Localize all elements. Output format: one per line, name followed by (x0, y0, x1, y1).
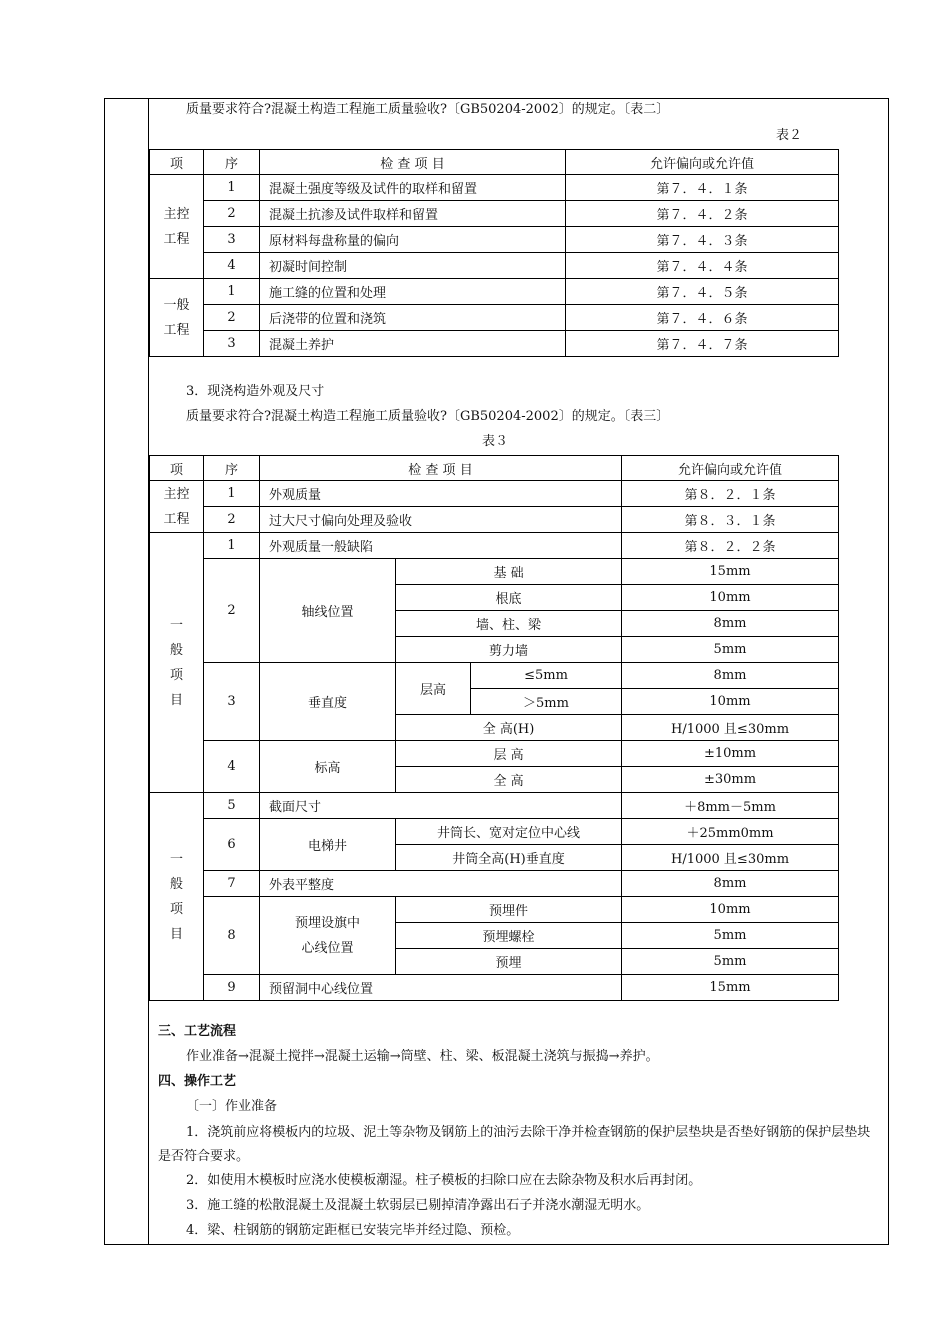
group-label: 主控 (163, 206, 190, 222)
row-number: 3 (204, 331, 260, 357)
row-number: 3 (204, 663, 260, 741)
row-value: 第７．４．５条 (566, 279, 839, 305)
row-value: 第８．２．２条 (622, 533, 839, 559)
row-value: ±10mm (622, 741, 839, 767)
paragraph: 4．梁、柱钢筋的钢筋定距框已安装完毕并经过隐、预检。 (186, 1223, 520, 1238)
row-number: 3 (204, 227, 260, 253)
table3-intro: 质量要求符合?混凝土构造工程施工质量验收?〔GB50204-2002〕的规定。〔表三〕 (186, 409, 670, 424)
row-value: 15mm (622, 975, 839, 1001)
group-cell (150, 279, 204, 357)
table-row (150, 559, 839, 585)
sub-item: 全 高 (396, 767, 622, 793)
sub-item: ＞5mm (471, 689, 622, 715)
row-number: 1 (204, 279, 260, 305)
table-row (150, 201, 839, 227)
row-item: 外表平整度 (260, 871, 622, 897)
sub-item: 根底 (396, 585, 622, 611)
row-item: 垂直度 (260, 663, 396, 741)
table-2 (149, 149, 839, 357)
table-row (150, 331, 839, 357)
group-cell (150, 533, 204, 793)
col-header: 检 查 项 目 (260, 456, 622, 481)
table-row (150, 741, 839, 767)
table-3 (149, 455, 839, 1001)
row-item: 混凝土强度等级及试件的取样和留置 (260, 175, 566, 201)
table-row (150, 793, 839, 819)
row-value: 第７．４．２条 (566, 201, 839, 227)
paragraph: 作业准备→混凝土搅拌→混凝土运输→筒壁、柱、梁、板混凝土浇筑与振捣→养护。 (186, 1049, 659, 1064)
group-cell (150, 481, 204, 533)
table-row (150, 663, 839, 689)
row-item (260, 897, 396, 975)
row-number: 5 (204, 793, 260, 819)
row-value: 第７．４．７条 (566, 331, 839, 357)
table3-header (150, 456, 839, 481)
group-label: 目 (169, 692, 183, 708)
col-header: 允许偏向或允许值 (622, 456, 839, 481)
sub-item: 全 高(H) (396, 715, 622, 741)
row-item: 标高 (260, 741, 396, 793)
paragraph: 2．如使用木模板时应浇水使模板潮湿。柱子模板的扫除口应在去除杂物及积水后再封闭。 (186, 1173, 702, 1188)
row-value: H/1000 且≤30mm (622, 845, 839, 871)
col-header: 序 (204, 150, 260, 175)
row-item: 混凝土抗渗及试件取样和留置 (260, 201, 566, 227)
row-value: 第８．２．１条 (622, 481, 839, 507)
row-item: 预留洞中心线位置 (260, 975, 622, 1001)
sub-item: 井筒全高(H)垂直度 (396, 845, 622, 871)
table-row (150, 175, 839, 201)
subsection-heading: 〔一〕作业准备 (186, 1099, 278, 1114)
sub-item: ≤5mm (471, 663, 622, 689)
row-number: 9 (204, 975, 260, 1001)
table-row (150, 871, 839, 897)
section-heading: 三、工艺流程 (158, 1024, 237, 1039)
group-label: 般 (169, 876, 183, 892)
group-label: 工程 (163, 231, 190, 247)
table2-label: 表２ (776, 128, 803, 143)
sub-item: 墙、柱、梁 (396, 611, 622, 637)
row-value: 5mm (622, 923, 839, 949)
col-header: 允许偏向或允许值 (566, 150, 839, 175)
table2-header (150, 150, 839, 175)
row-number: 2 (204, 305, 260, 331)
table-row (150, 975, 839, 1001)
row-item: 过大尺寸偏向处理及验收 (260, 507, 622, 533)
row-number: 2 (204, 201, 260, 227)
row-number: 1 (204, 533, 260, 559)
row-number: 7 (204, 871, 260, 897)
row-item: 混凝土养护 (260, 331, 566, 357)
row-number: 4 (204, 741, 260, 793)
group-label: 工程 (163, 322, 190, 338)
sub-item: 预埋螺栓 (396, 923, 622, 949)
row-value: 第８．３．１条 (622, 507, 839, 533)
row-item: 施工缝的位置和处理 (260, 279, 566, 305)
row-item: 外观质量一般缺陷 (260, 533, 622, 559)
row-number: 6 (204, 819, 260, 871)
table-row (150, 227, 839, 253)
row-value: 10mm (622, 897, 839, 923)
row-number: 1 (204, 175, 260, 201)
row-value: 5mm (622, 637, 839, 663)
row-item: 初凝时间控制 (260, 253, 566, 279)
sub-item: 剪力墙 (396, 637, 622, 663)
sub-item: 层 高 (396, 741, 622, 767)
row-number: 2 (204, 507, 260, 533)
section-title: 3．现浇构造外观及尺寸 (186, 384, 325, 399)
sub-item: 井筒长、宽对定位中心线 (396, 819, 622, 845)
row-value: 第７．４．３条 (566, 227, 839, 253)
row-number: 2 (204, 559, 260, 663)
row-value: 10mm (622, 689, 839, 715)
col-header: 检 查 项 目 (260, 150, 566, 175)
row-value: ＋25mm0mm (622, 819, 839, 845)
row-item-line: 心线位置 (301, 940, 354, 956)
row-item: 截面尺寸 (260, 793, 622, 819)
group-label: 项 (169, 901, 183, 917)
row-item: 电梯井 (260, 819, 396, 871)
col-header: 项 (150, 150, 204, 175)
table-row (150, 897, 839, 923)
table-row (150, 253, 839, 279)
row-value: ＋8mm－5mm (622, 793, 839, 819)
row-number: 4 (204, 253, 260, 279)
row-value: 8mm (622, 663, 839, 689)
row-value: 8mm (622, 871, 839, 897)
group-label: 一 (169, 851, 183, 867)
row-number: 8 (204, 897, 260, 975)
col-header: 序 (204, 456, 260, 481)
table2-intro: 质量要求符合?混凝土构造工程施工质量验收?〔GB50204-2002〕的规定。〔表二〕 (186, 102, 670, 117)
paragraph: 3．施工缝的松散混凝土及混凝土软弱层已剔掉清净露出石子并浇水潮湿无明水。 (186, 1198, 650, 1213)
row-value: 10mm (622, 585, 839, 611)
row-value: 8mm (622, 611, 839, 637)
group-label: 工程 (163, 511, 190, 527)
table-row (150, 819, 839, 845)
table-row (150, 279, 839, 305)
row-number: 1 (204, 481, 260, 507)
sub-item: 基 础 (396, 559, 622, 585)
row-item: 原材料每盘称量的偏向 (260, 227, 566, 253)
sub-item: 预埋件 (396, 897, 622, 923)
group-label: 般 (169, 642, 183, 658)
group-label: 目 (169, 926, 183, 942)
row-value: 15mm (622, 559, 839, 585)
sub-group: 层高 (396, 663, 471, 715)
table-row (150, 305, 839, 331)
table-row (150, 533, 839, 559)
row-value: 第７．４．６条 (566, 305, 839, 331)
group-label: 主控 (163, 486, 190, 502)
group-cell (150, 793, 204, 1001)
row-value: 第７．４．１条 (566, 175, 839, 201)
row-value: H/1000 且≤30mm (622, 715, 839, 741)
paragraph: 1．浇筑前应将模板内的垃圾、泥土等杂物及钢筋上的油污去除干净并检查钢筋的保护层垫块是否垫好钢筋的保护层垫块是否符合要求。 (158, 1125, 871, 1164)
row-item: 轴线位置 (260, 559, 396, 663)
frame-bottom (104, 1244, 889, 1245)
group-label: 一般 (163, 297, 190, 313)
row-item-line: 预埋设旗中 (294, 915, 360, 931)
row-value: ±30mm (622, 767, 839, 793)
row-value: 5mm (622, 949, 839, 975)
section-heading: 四、操作工艺 (158, 1074, 237, 1089)
row-value: 第７．４．４条 (566, 253, 839, 279)
group-label: 项 (169, 667, 183, 683)
table3-label: 表３ (482, 434, 509, 449)
row-item: 后浇带的位置和浇筑 (260, 305, 566, 331)
table-row (150, 507, 839, 533)
group-label: 一 (169, 617, 183, 633)
row-item: 外观质量 (260, 481, 622, 507)
group-cell (150, 175, 204, 279)
col-header: 项 (150, 456, 204, 481)
sub-item: 预埋 (396, 949, 622, 975)
table-row (150, 481, 839, 507)
